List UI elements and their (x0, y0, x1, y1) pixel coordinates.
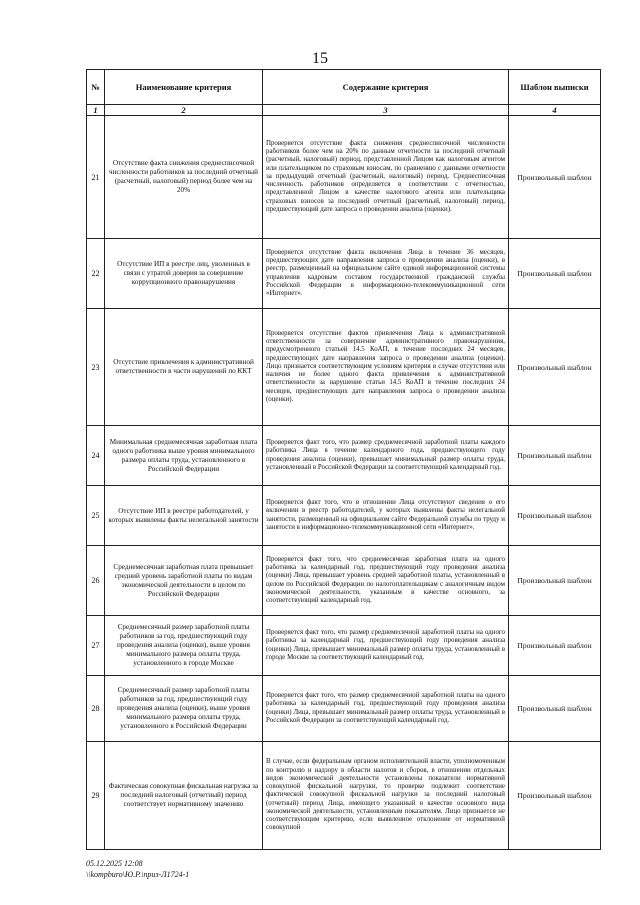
criterion-content: Проверяется отсутствие фактов привлечения Лица к административной ответственности за совершение административного правонарушения, предусмотренного статьей 14.5 КоАП, в течение последних 24 месяцев, предшествующих дате направления запроса о проведении анализа (оценки). Лицо признается соответствующим условиям критерия в случае отсутствия или наличия не более одного факта привлечения к административной ответственности за нарушение статьи 14.5 КоАП в течение последних 24 месяцев, предшествующих дате направления запроса о проведении анализа (оценки). (263, 309, 509, 426)
criterion-name: Среднемесячный размер заработной платы работников за год, предшествующий году проведения анализа (оценки), выше уровня минимального размера оплаты труда, установленного в Российской Федерации (105, 676, 263, 742)
criterion-name: Фактическая совокупная фискальная нагрузка за последний налоговый (отчетный) период соответствует нормативному значению (105, 742, 263, 850)
row-number: 28 (87, 676, 105, 742)
template-cell: Произвольный шаблон (509, 486, 601, 546)
table-row (87, 486, 601, 546)
table-row (87, 742, 601, 850)
row-number: 27 (87, 616, 105, 676)
criterion-name: Отсутствие факта снижения среднесписочной численности работников за последний отчетный (расчетный, налоговый) период более чем на 20% (105, 116, 263, 239)
column-number: 1 (87, 105, 105, 116)
table-row (87, 426, 601, 486)
row-number: 25 (87, 486, 105, 546)
template-cell: Произвольный шаблон (509, 616, 601, 676)
column-number: 2 (105, 105, 263, 116)
criterion-content: Проверяется факт того, что размер среднемесячной заработной платы на одного работника за календарный год, предшествующий году проведения анализа (оценки) Лица, превышает минимальный размер оплаты труда, установленный в городе Москве за соответствующий календарный год. (263, 616, 509, 676)
criteria-table (86, 69, 601, 850)
row-number: 21 (87, 116, 105, 239)
criterion-content: Проверяется факт того, что размер среднемесячной заработной платы на одного работника за календарный год, предшествующий году проведения анализа (оценки) Лица, превышает минимальный размер оплаты труда, установленный в Российской Федерации за соответствующий календарный год. (263, 676, 509, 742)
header-content: Содержание критерия (263, 70, 509, 105)
template-cell: Произвольный шаблон (509, 116, 601, 239)
column-number: 4 (509, 105, 601, 116)
template-cell: Произвольный шаблон (509, 426, 601, 486)
criterion-content: Проверяется отсутствие факта снижения среднесписочной численности работников более чем на 20% по данным отчетности за последний отчетный (расчетный, налоговый) период, представленной Лицом как налоговым агентом или плательщиком по страховым взносам, по сравнению с данными отчетности за предыдущий отчетный (расчетный, налоговый) период. Среднесписочная численность работников определяется в соответствии с отчетностью, представленной Лицом в качестве налогового агента или плательщика страховых взносов за последний отчетный (расчетный, налоговый) период, предшествующий дате запроса о проведении анализа (оценки). (263, 116, 509, 239)
header-template: Шаблон выписки (509, 70, 601, 105)
table-row (87, 676, 601, 742)
header-no: № (87, 70, 105, 105)
row-number: 29 (87, 742, 105, 850)
header-name: Наименование критерия (105, 70, 263, 105)
criterion-name: Минимальная среднемесячная заработная плата одного работника выше уровня минимального размера оплаты труда, установленного в Российской Федерации (105, 426, 263, 486)
table-row (87, 309, 601, 426)
footer-date: 05.12.2025 12:08 (86, 859, 143, 868)
table-row (87, 616, 601, 676)
criterion-name: Среднемесячная заработная плата превышает средний уровень заработной платы по видам экономической деятельности в целом по Российской Федерации (105, 546, 263, 616)
criterion-content: Проверяется отсутствие факта включения Лица в течение 36 месяцев, предшествующих дате направления запроса о проведении анализа (оценки), в реестр, размещенный на официальном сайте единой информационной системы управления кадровым составом государственной гражданской службы Российской Федерации в информационно-телекоммуникационной сети «Интернет». (263, 239, 509, 309)
criterion-name: Отсутствие ИП в реестре работодателей, у которых выявлены факты нелегальной занятости (105, 486, 263, 546)
table-row (87, 116, 601, 239)
template-cell: Произвольный шаблон (509, 676, 601, 742)
criterion-name: Отсутствие ИП в реестре лиц, уволенных в связи с утратой доверия за совершение коррупционного правонарушения (105, 239, 263, 309)
template-cell: Произвольный шаблон (509, 309, 601, 426)
template-cell: Произвольный шаблон (509, 239, 601, 309)
template-cell: Произвольный шаблон (509, 546, 601, 616)
column-number-row (87, 105, 601, 116)
criterion-content: Проверяется факт того, что среднемесячная заработная плата на одного работника за календарный год, предшествующий году проведения анализа (оценки) Лица, превышает уровень средней заработной платы, установленный в целом по Российской Федерации по налогоплательщикам с аналогичным видом экономической деятельности, указанным в качестве основного, за соответствующий календарный год. (263, 546, 509, 616)
criterion-name: Отсутствие привлечения к административной ответственности в части нарушений по ККТ (105, 309, 263, 426)
row-number: 24 (87, 426, 105, 486)
footer-path: \\kompburo\Ю.Р.\приз-Л1724-1 (86, 870, 190, 879)
row-number: 23 (87, 309, 105, 426)
criterion-name: Среднемесячный размер заработной платы работников за год, предшествующий году проведения анализа (оценки), выше уровня минимального размера оплаты труда, установленного в городе Москве (105, 616, 263, 676)
template-cell: Произвольный шаблон (509, 742, 601, 850)
criterion-content: В случае, если федеральным органом исполнительной власти, уполномоченным по контролю и надзору в области налогов и сборов, в отношении отдельных видов экономической деятельности установлены показатели нормативной совокупной фискальной нагрузки, то проверке подлежит соответствие фактической совокупной фискальной нагрузки за последний налоговый (отчетный) период Лица, имеющего указанный в качестве основного вида экономической деятельности, установленным показателям. Лицо признается не соответствующим критерию, если выявленное отклонение от нормативной совокупной (263, 742, 509, 850)
table-row (87, 239, 601, 309)
row-number: 22 (87, 239, 105, 309)
page-number: 15 (312, 50, 328, 67)
row-number: 26 (87, 546, 105, 616)
column-number: 3 (263, 105, 509, 116)
table-row (87, 546, 601, 616)
footer (86, 858, 189, 880)
table-header-row (87, 70, 601, 105)
criterion-content: Проверяется факт того, что размер среднемесячной заработной платы каждого работника Лица в течение календарного года, предшествующего году проведения анализа (оценки), превышает минимальный размер оплаты труда, установленный в Российской Федерации за соответствующий календарный год. (263, 426, 509, 486)
criterion-content: Проверяется факт того, что в отношении Лица отсутствуют сведения о его включении в реестр работодателей, у которых выявлены факты нелегальной занятости, размещенный на официальном сайте Федеральной службы по труду и занятости в информационно-телекоммуникационной сети «Интернет». (263, 486, 509, 546)
